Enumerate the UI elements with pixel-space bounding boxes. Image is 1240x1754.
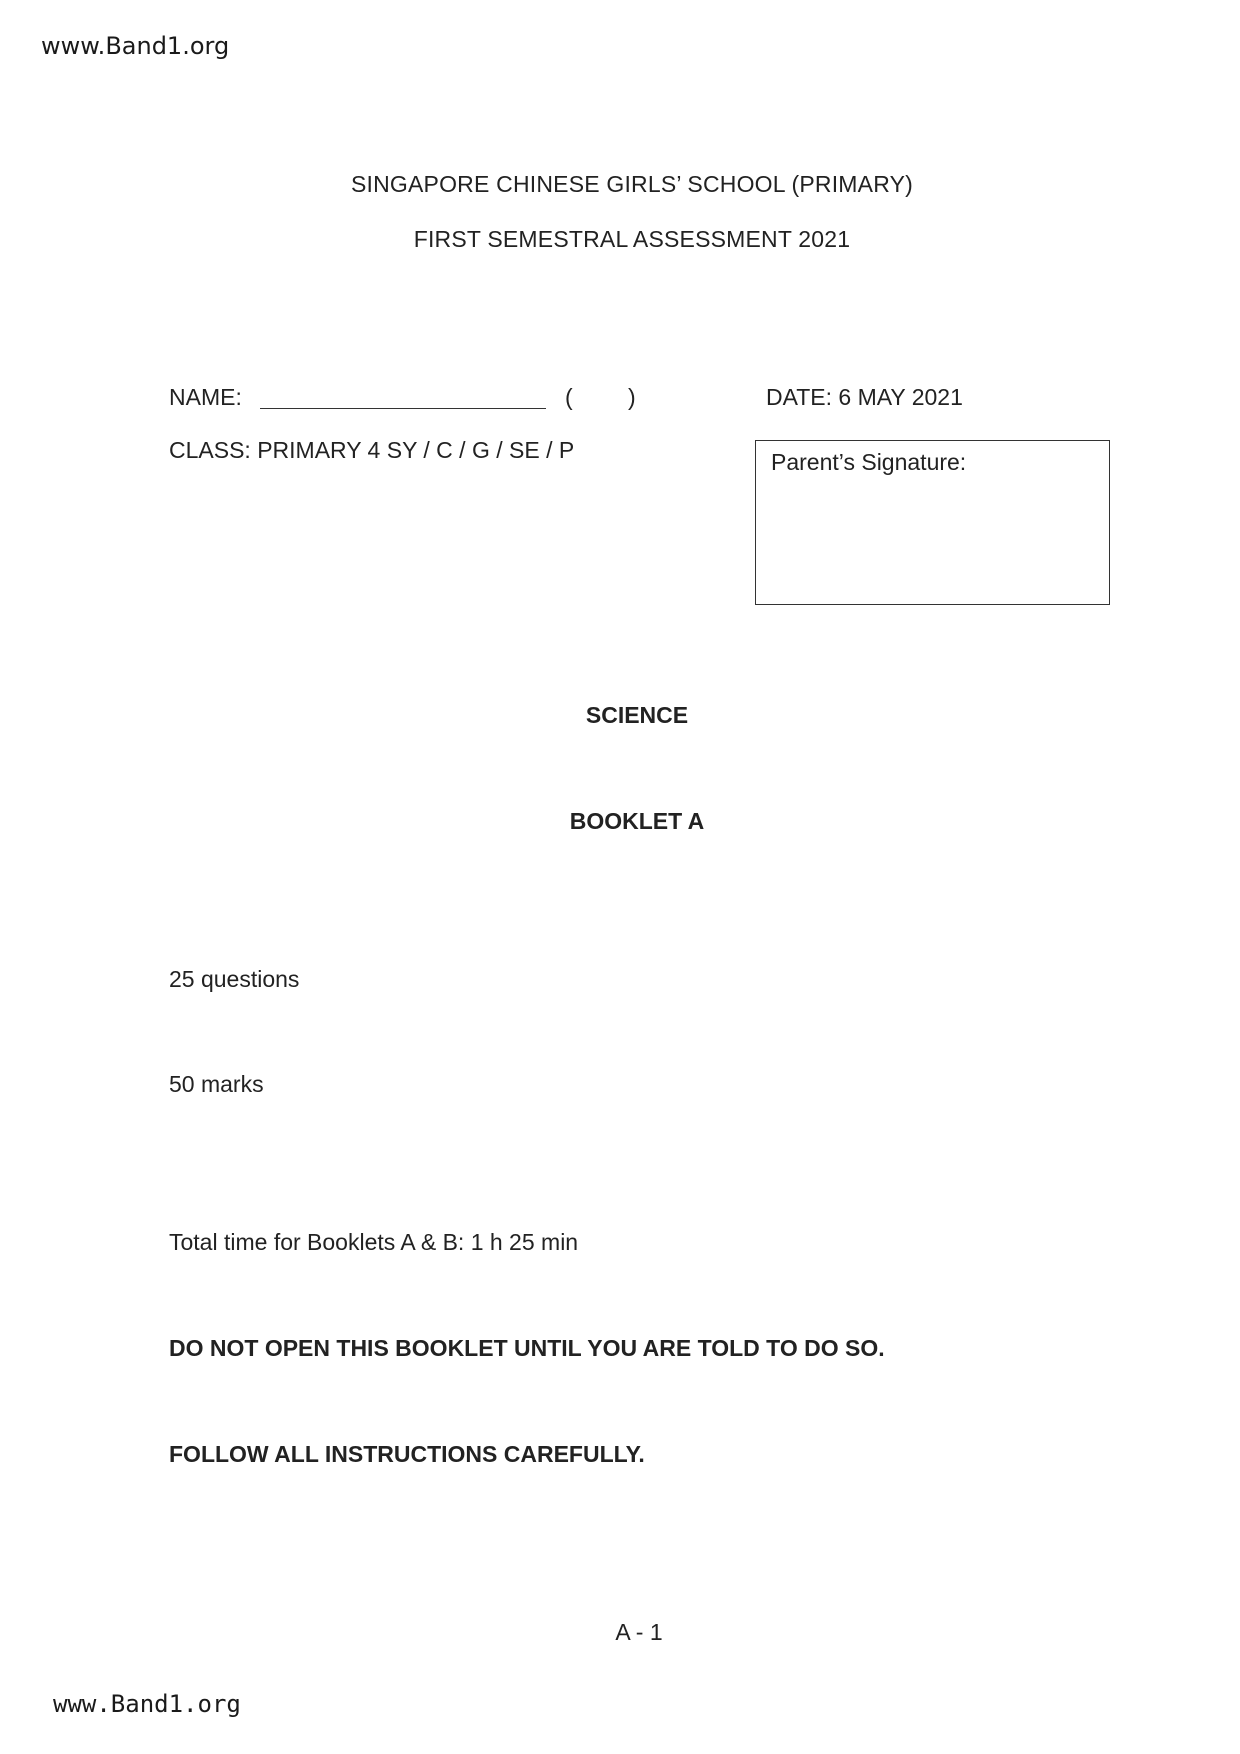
class-options: CLASS: PRIMARY 4 SY / C / G / SE / P: [169, 437, 575, 463]
total-time: Total time for Booklets A & B: 1 h 25 min: [169, 1229, 579, 1255]
watermark-top: www.Band1.org: [41, 32, 230, 60]
name-label: NAME:: [169, 384, 242, 410]
register-number-open-paren: (: [565, 384, 573, 410]
instruction-do-not-open: DO NOT OPEN THIS BOOKLET UNTIL YOU ARE TOLD TO DO SO.: [169, 1335, 885, 1361]
assessment-title: FIRST SEMESTRAL ASSESSMENT 2021: [413, 226, 851, 252]
exam-date: DATE: 6 MAY 2021: [766, 384, 963, 410]
subject-title: SCIENCE: [585, 702, 689, 728]
watermark-bottom: www.Band1.org: [53, 1690, 241, 1718]
page-number: A - 1: [615, 1619, 663, 1645]
parent-signature-box: [755, 440, 1110, 605]
total-marks: 50 marks: [169, 1071, 264, 1097]
question-count: 25 questions: [169, 966, 300, 992]
register-number-close-paren: ): [628, 384, 636, 410]
name-blank-line: [260, 408, 546, 409]
parent-signature-label: Parent’s Signature:: [771, 449, 967, 475]
instruction-follow: FOLLOW ALL INSTRUCTIONS CAREFULLY.: [169, 1441, 645, 1467]
school-name: SINGAPORE CHINESE GIRLS’ SCHOOL (PRIMARY): [350, 171, 913, 197]
booklet-title: BOOKLET A: [569, 808, 705, 834]
